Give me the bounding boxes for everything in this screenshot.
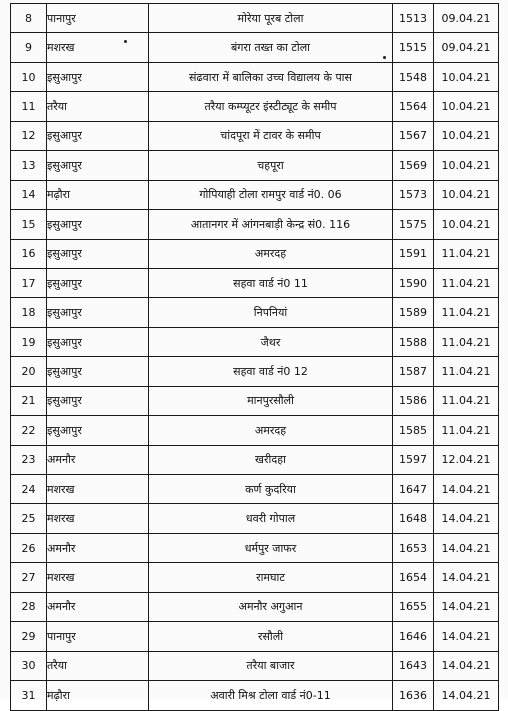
record-number-cell: 1587 [393,357,434,386]
block-name-cell: तरैया [47,651,149,680]
date-cell: 09.04.21 [434,33,499,62]
block-name-cell: इसुआपुर [47,357,149,386]
table-row [11,33,499,62]
serial-number-cell: 24 [11,475,47,504]
record-number-cell: 1654 [393,563,434,592]
date-cell: 10.04.21 [434,210,499,239]
location-cell: तरैया बाजार [149,651,393,680]
table-row [11,386,499,415]
serial-number-cell: 29 [11,622,47,651]
date-cell: 14.04.21 [434,475,499,504]
location-cell: अमरदह [149,416,393,445]
location-cell: रामघाट [149,563,393,592]
location-cell: गोपियाही टोला रामपुर वार्ड नं0. 06 [149,180,393,209]
record-number-cell: 1636 [393,681,434,710]
block-name-cell: इसुआपुर [47,386,149,415]
location-cell: धवरी गोपाल [149,504,393,533]
serial-number-cell: 18 [11,298,47,327]
location-cell: रसौली [149,622,393,651]
location-cell: अवारी मिश्र टोला वार्ड नं0-11 [149,681,393,710]
date-cell: 14.04.21 [434,563,499,592]
table-row [11,592,499,621]
table-row [11,62,499,91]
block-name-cell: इसुआपुर [47,151,149,180]
block-name-cell: मढ़ौरा [47,681,149,710]
serial-number-cell: 31 [11,681,47,710]
block-name-cell: मशरख [47,504,149,533]
record-number-cell: 1655 [393,592,434,621]
block-name-cell: इसुआपुर [47,327,149,356]
date-cell: 09.04.21 [434,4,499,33]
location-cell: चांदपूरा में टावर के समीप [149,121,393,150]
record-number-cell: 1646 [393,622,434,651]
table-row [11,4,499,33]
serial-number-cell: 20 [11,357,47,386]
block-name-cell: मशरख [47,475,149,504]
date-cell: 11.04.21 [434,298,499,327]
location-cell: संढवारा में बालिका उच्च विद्यालय के पास [149,62,393,91]
location-cell: मानपुरसौली [149,386,393,415]
record-number-cell: 1567 [393,121,434,150]
serial-number-cell: 27 [11,563,47,592]
table-row [11,681,499,710]
date-cell: 11.04.21 [434,386,499,415]
table-row [11,210,499,239]
location-cell: धर्मपुर जाफर [149,533,393,562]
location-cell: खरीदहा [149,445,393,474]
record-number-cell: 1590 [393,268,434,297]
block-name-cell: इसुआपुर [47,121,149,150]
table-row [11,121,499,150]
record-number-cell: 1589 [393,298,434,327]
record-number-cell: 1513 [393,4,434,33]
block-name-cell: इसुआपुर [47,298,149,327]
serial-number-cell: 28 [11,592,47,621]
date-cell: 11.04.21 [434,327,499,356]
date-cell: 10.04.21 [434,92,499,121]
date-cell: 11.04.21 [434,239,499,268]
serial-number-cell: 26 [11,533,47,562]
block-name-cell: मशरख [47,33,149,62]
date-cell: 14.04.21 [434,504,499,533]
date-cell: 10.04.21 [434,151,499,180]
records-table [10,3,499,711]
table-row [11,416,499,445]
date-cell: 11.04.21 [434,416,499,445]
record-number-cell: 1647 [393,475,434,504]
record-number-cell: 1569 [393,151,434,180]
date-cell: 14.04.21 [434,533,499,562]
location-cell: आतानगर में आंगनबाड़ी केन्द्र सं0. 116 [149,210,393,239]
block-name-cell: अमनौर [47,533,149,562]
block-name-cell: इसुआपुर [47,62,149,91]
record-number-cell: 1585 [393,416,434,445]
block-name-cell: इसुआपुर [47,268,149,297]
date-cell: 10.04.21 [434,62,499,91]
scan-speck [383,56,386,59]
block-name-cell: इसुआपुर [47,239,149,268]
serial-number-cell: 21 [11,386,47,415]
serial-number-cell: 14 [11,180,47,209]
location-cell: अमनौर अगुआन [149,592,393,621]
table-row [11,298,499,327]
serial-number-cell: 11 [11,92,47,121]
location-cell: मोरेया पूरब टोला [149,4,393,33]
table-row [11,504,499,533]
table-row [11,239,499,268]
location-cell: निपनियां [149,298,393,327]
record-number-cell: 1548 [393,62,434,91]
date-cell: 11.04.21 [434,357,499,386]
block-name-cell: अमनौर [47,592,149,621]
table-body [11,4,499,711]
location-cell: सहवा वार्ड नं0 11 [149,268,393,297]
table-row [11,268,499,297]
record-number-cell: 1564 [393,92,434,121]
table-row [11,563,499,592]
record-number-cell: 1648 [393,504,434,533]
location-cell: सहवा वार्ड नं0 12 [149,357,393,386]
serial-number-cell: 22 [11,416,47,445]
block-name-cell: इसुआपुर [47,210,149,239]
table-row [11,475,499,504]
serial-number-cell: 16 [11,239,47,268]
table-row [11,651,499,680]
table-row [11,533,499,562]
block-name-cell: मढ़ौरा [47,180,149,209]
record-number-cell: 1597 [393,445,434,474]
date-cell: 14.04.21 [434,681,499,710]
table-row [11,445,499,474]
record-number-cell: 1653 [393,533,434,562]
location-cell: कर्ण कुदरिया [149,475,393,504]
scan-speck [124,40,127,43]
date-cell: 14.04.21 [434,651,499,680]
serial-number-cell: 23 [11,445,47,474]
table-row [11,357,499,386]
block-name-cell: अमनौर [47,445,149,474]
table-row [11,622,499,651]
location-cell: अमरदह [149,239,393,268]
serial-number-cell: 13 [11,151,47,180]
date-cell: 10.04.21 [434,180,499,209]
block-name-cell: पानापुर [47,622,149,651]
date-cell: 14.04.21 [434,592,499,621]
date-cell: 14.04.21 [434,622,499,651]
record-number-cell: 1643 [393,651,434,680]
serial-number-cell: 12 [11,121,47,150]
serial-number-cell: 19 [11,327,47,356]
table-row [11,92,499,121]
block-name-cell: मशरख [47,563,149,592]
location-cell: तरैया कम्प्यूटर इंस्टीट्यूट के समीप [149,92,393,121]
record-number-cell: 1573 [393,180,434,209]
table-row [11,180,499,209]
serial-number-cell: 30 [11,651,47,680]
date-cell: 10.04.21 [434,121,499,150]
location-cell: जैथर [149,327,393,356]
location-cell: बंगरा तख्त का टोला [149,33,393,62]
record-number-cell: 1575 [393,210,434,239]
record-number-cell: 1515 [393,33,434,62]
record-number-cell: 1588 [393,327,434,356]
serial-number-cell: 9 [11,33,47,62]
serial-number-cell: 8 [11,4,47,33]
block-name-cell: तरैया [47,92,149,121]
serial-number-cell: 15 [11,210,47,239]
date-cell: 12.04.21 [434,445,499,474]
date-cell: 11.04.21 [434,268,499,297]
location-cell: चहपूरा [149,151,393,180]
record-number-cell: 1586 [393,386,434,415]
serial-number-cell: 17 [11,268,47,297]
serial-number-cell: 25 [11,504,47,533]
block-name-cell: इसुआपुर [47,416,149,445]
serial-number-cell: 10 [11,62,47,91]
table-row [11,151,499,180]
block-name-cell: पानापुर [47,4,149,33]
table-row [11,327,499,356]
record-number-cell: 1591 [393,239,434,268]
